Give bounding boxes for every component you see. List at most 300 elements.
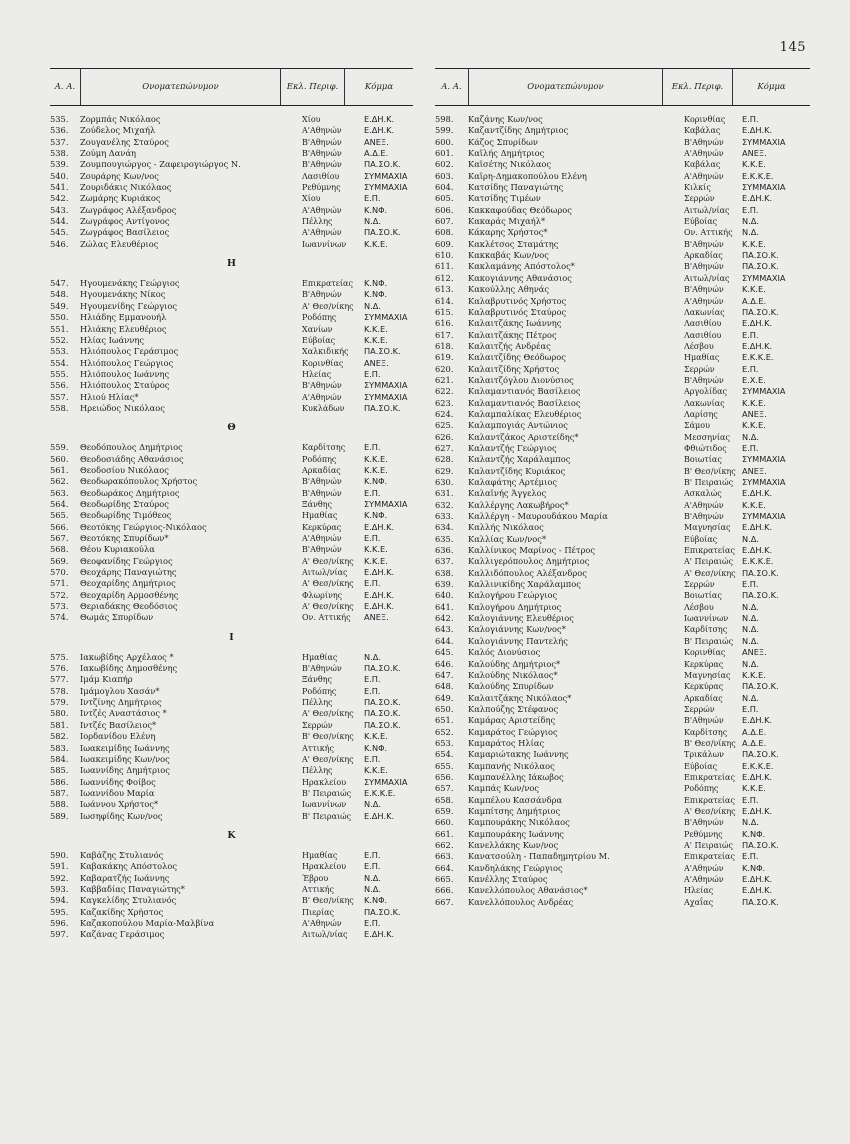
list-item: [435, 477, 810, 488]
electoral-district: Έβρου: [302, 873, 329, 883]
candidate-name: Ηλιόπουλος Ιωάννης: [80, 368, 170, 379]
party-name: Ε.ΔΗ.Κ.: [742, 805, 773, 816]
electoral-district: Λακωνίας: [684, 307, 725, 317]
candidate-name: Ιωαννίδης Δημήτριος: [80, 765, 170, 776]
list-item: [435, 534, 810, 545]
electoral-district: Β'Αθηνών: [302, 137, 342, 147]
list-item: [50, 125, 413, 136]
entry-number: 606.: [435, 204, 454, 215]
party-name: Α.Δ.Ε.: [742, 726, 767, 737]
entry-number: 660.: [435, 817, 454, 828]
list-item: [435, 738, 810, 749]
candidate-name: Κακούλλης Αθηνάς: [468, 284, 550, 295]
header-name: Ονοματεπώνυμον: [80, 69, 280, 105]
entry-number: 643.: [435, 624, 454, 635]
party-name: ΠΑ.ΣΟ.Κ.: [364, 697, 401, 708]
candidate-name: Θεοχάρης Παναγιώτης: [80, 567, 177, 578]
entry-number: 578.: [50, 685, 69, 696]
candidate-name: Ηρειώδος Νικόλαος: [80, 402, 165, 413]
entry-number: 657.: [435, 783, 454, 794]
candidate-name: Ιμάμογλου Χασάν*: [80, 685, 160, 696]
list-item: [435, 261, 810, 272]
list-item: [50, 193, 413, 204]
entry-number: 653.: [435, 737, 454, 748]
list-item: [50, 663, 413, 674]
candidate-name: Καβαρατζής Ιωάννης: [80, 872, 170, 883]
entry-number: 588.: [50, 799, 69, 810]
list-item: [50, 907, 413, 918]
candidate-name: Ζώλας Ελευθέριος: [80, 238, 159, 249]
header-district: Εκλ. Περιφ.: [662, 69, 732, 105]
party-name: Ν.Δ.: [364, 883, 381, 894]
party-name: Κ.ΝΦ.: [742, 862, 766, 873]
list-item: [435, 386, 810, 397]
entry-number: 564.: [50, 498, 69, 509]
list-item: [50, 358, 413, 369]
electoral-district: Μαγνησίας: [684, 523, 731, 533]
list-item: [50, 324, 413, 335]
electoral-district: Ρεθύμνης: [684, 829, 723, 839]
candidate-name: Ηλιού Ηλίας*: [80, 391, 139, 402]
entry-number: 656.: [435, 771, 454, 782]
entry-number: 604.: [435, 182, 454, 193]
entry-number: 645.: [435, 647, 454, 658]
entry-number: 589.: [50, 810, 69, 821]
header-district: Εκλ. Περιφ.: [280, 69, 344, 105]
list-item: [435, 182, 810, 193]
list-item: [50, 476, 413, 487]
list-item: [50, 454, 413, 465]
party-name: ΣΥΜΜΑΧΙΑ: [742, 136, 786, 147]
list-item: [435, 783, 810, 794]
candidate-name: Ζωγράφος Αντίγονος: [80, 216, 170, 227]
electoral-district: Α'Αθηνών: [684, 863, 724, 873]
party-name: Ε.Π.: [364, 533, 381, 543]
entry-number: 603.: [435, 170, 454, 181]
entry-number: 554.: [50, 357, 69, 368]
electoral-district: Φθιώτιδος: [684, 443, 727, 453]
electoral-district: Β'Αθηνών: [302, 160, 342, 170]
party-name: ΑΝΕΞ.: [742, 465, 767, 476]
candidate-name: Θεοδωρακόπουλος Χρήστος: [80, 476, 198, 487]
candidate-name: Καλαντζής Γεώργιος: [468, 442, 557, 453]
entry-number: 608.: [435, 227, 454, 238]
list-item: [435, 239, 810, 250]
list-item: [50, 708, 413, 719]
list-item: [435, 454, 810, 465]
candidate-name: Ιντζίνης Δημήτριος: [80, 697, 162, 708]
list-item: [435, 545, 810, 556]
electoral-district: Καβάλας: [684, 126, 721, 136]
electoral-district: Α' Θεσ/νίκης: [684, 568, 736, 578]
candidate-name: Ηλιάδης Εμμανουήλ: [80, 312, 167, 323]
electoral-district: Ημαθίας: [302, 850, 338, 860]
party-name: Κ.Κ.Ε.: [364, 323, 388, 334]
list-item: [435, 137, 810, 148]
list-item: [50, 335, 413, 346]
candidate-name: Θωμάς Σπυρίδων: [80, 612, 154, 623]
entry-number: 540.: [50, 170, 69, 181]
list-item: [50, 278, 413, 289]
list-item: [50, 612, 413, 623]
party-name: ΠΑ.ΣΟ.Κ.: [364, 906, 401, 917]
electoral-district: Β'Αθηνών: [302, 545, 342, 555]
candidate-name: Κακλαμάνης Απόστολος*: [468, 261, 575, 272]
entry-number: 549.: [50, 300, 69, 311]
candidate-name: Καλογιάννης Κων/νος*: [468, 624, 566, 635]
candidate-name: Καλπούζης Στέφανος: [468, 703, 559, 714]
list-item: [435, 624, 810, 635]
section-letter: Ι: [229, 631, 234, 643]
candidate-name: Ιωαννίδου Μαρία: [80, 787, 155, 798]
entry-number: 652.: [435, 726, 454, 737]
candidate-name: Ηλιόπουλος Γεώργιος: [80, 357, 174, 368]
electoral-district: Καρδίτσης: [684, 727, 728, 737]
list-item: [50, 301, 413, 312]
entry-number: 622.: [435, 386, 454, 397]
entry-number: 541.: [50, 182, 69, 193]
party-name: Ν.Δ.: [742, 658, 759, 669]
candidate-name: Καλογήρου Γεώργιος: [468, 590, 558, 601]
electoral-district: Επικρατείας: [684, 546, 735, 556]
list-item: [50, 788, 413, 799]
candidate-name: Ιωαννίδης Φοίβος: [80, 776, 156, 787]
electoral-district: Πιερίας: [302, 907, 334, 917]
candidate-name: Θεοτόκης Γεώργιος-Νικόλαος: [80, 521, 207, 532]
entry-number: 641.: [435, 601, 454, 612]
party-name: Κ.Κ.Ε.: [742, 397, 766, 408]
list-item: [50, 369, 413, 380]
entry-number: 584.: [50, 753, 69, 764]
electoral-district: Α'Αθηνών: [684, 500, 724, 510]
electoral-district: Β'Αθηνών: [684, 375, 724, 385]
entry-number: 594.: [50, 895, 69, 906]
party-name: Ν.Δ.: [364, 799, 381, 810]
electoral-district: Επικρατείας: [684, 795, 735, 805]
list-item: [435, 636, 810, 647]
page-number: 145: [779, 40, 806, 55]
entry-number: 619.: [435, 352, 454, 363]
electoral-district: Αιτωλ/νίας: [302, 930, 348, 940]
candidate-name: Ηλιόπουλος Σταύρος: [80, 380, 170, 391]
entry-number: 580.: [50, 708, 69, 719]
candidate-name: Ιμάμ Κιαπήρ: [80, 674, 133, 685]
party-name: Ε.Κ.Κ.Ε.: [742, 760, 774, 771]
list-item: [50, 811, 413, 822]
electoral-district: Α' Πειραιώς: [684, 557, 734, 567]
party-name: Α.Δ.Ε.: [742, 737, 767, 748]
electoral-district: Α' Θεσ/νίκης: [302, 556, 354, 566]
candidate-name: Ιωακειμίδης Ιωάννης: [80, 742, 170, 753]
candidate-name: Καλλιγερόπουλος Δημήτριος: [468, 556, 590, 567]
list-item: [435, 284, 810, 295]
candidate-name: Θεοδωρίδης Σταύρος: [80, 498, 169, 509]
list-item: [435, 205, 810, 216]
candidate-name: Ηγουμενίδης Γεώργιος: [80, 300, 178, 311]
candidate-name: Καλούδης Νικόλαος*: [468, 669, 558, 680]
list-item: [435, 659, 810, 670]
entry-number: 591.: [50, 861, 69, 872]
electoral-district: Αρκαδίας: [684, 693, 723, 703]
entry-number: 664.: [435, 862, 454, 873]
list-item: [435, 647, 810, 658]
left-column: [50, 68, 413, 941]
party-name: Ε.Π.: [742, 794, 759, 805]
entry-number: 574.: [50, 612, 69, 623]
list-item: [50, 205, 413, 216]
electoral-district: Κορινθίας: [684, 648, 726, 658]
party-name: Ε.ΔΗ.Κ.: [742, 193, 773, 204]
entry-number: 568.: [50, 544, 69, 555]
party-name: Ε.Π.: [364, 442, 381, 453]
electoral-district: Αττικής: [302, 743, 335, 753]
electoral-district: Κορινθίας: [302, 358, 344, 368]
candidate-name: Καλογιάννης Ελευθέριος: [468, 613, 574, 624]
list-item: [435, 409, 810, 420]
entry-number: 632.: [435, 499, 454, 510]
party-name: ΣΥΜΜΑΧΙΑ: [364, 380, 408, 391]
electoral-district: Βοιωτίας: [684, 455, 722, 465]
candidate-name: Ζορμπάς Νικόλαος: [80, 114, 161, 124]
party-name: ΠΑ.ΣΟ.Κ.: [742, 681, 779, 692]
candidate-name: Καμαριώτακης Ιωάννης: [468, 749, 569, 760]
candidate-name: Καλλέργη - Μαυρουδάκου Μαρία: [468, 511, 608, 522]
list-item: [435, 375, 810, 386]
party-name: ΠΑ.ΣΟ.Κ.: [742, 749, 779, 760]
list-item: [50, 861, 413, 872]
party-name: ΑΝΕΞ.: [742, 148, 767, 159]
candidate-name: Ηγουμενάκης Νίκος: [80, 289, 166, 300]
party-name: Ε.Π.: [742, 703, 759, 714]
party-name: Κ.Κ.Ε.: [742, 783, 766, 794]
entry-number: 560.: [50, 453, 69, 464]
electoral-district: Β' Θεσ/νίκης: [302, 732, 354, 742]
candidate-name: Κανατσούλη - Παπαδημητρίου Μ.: [468, 851, 610, 862]
list-item: [435, 670, 810, 681]
candidate-name: Καλαιτζής Ανδρέας: [468, 340, 551, 351]
entry-number: 615.: [435, 306, 454, 317]
entry-number: 654.: [435, 749, 454, 760]
entry-number: 611.: [435, 261, 454, 272]
electoral-district: Φλωρίνης: [302, 590, 343, 600]
party-name: Ε.Κ.Κ.Ε.: [742, 556, 774, 567]
list-item: [435, 829, 810, 840]
list-item: [50, 227, 413, 238]
candidate-name: Καλαϊνής Άγγελος: [468, 488, 547, 499]
candidate-name: Καλλινικίδης Χαράλαμπος: [468, 579, 581, 590]
list-item: [435, 216, 810, 227]
candidate-name: Ζωγράφος Αλέξανδρος: [80, 204, 177, 215]
entry-number: 569.: [50, 555, 69, 566]
candidate-name: Ζωμάρης Κυριάκος: [80, 193, 161, 204]
entry-number: 646.: [435, 658, 454, 669]
entry-number: 631.: [435, 488, 454, 499]
list-item: [435, 840, 810, 851]
list-item: [435, 159, 810, 170]
list-item: [50, 777, 413, 788]
candidate-name: Καμαράτος Ηλίας: [468, 737, 545, 748]
entry-number: 636.: [435, 545, 454, 556]
candidate-name: Ζούδελος Μιχαήλ: [80, 125, 156, 136]
list-item: [435, 171, 810, 182]
party-name: ΠΑ.ΣΟ.Κ.: [364, 159, 401, 170]
entry-number: 544.: [50, 216, 69, 227]
candidate-name: Καμπουράκης Νικόλαος: [468, 817, 570, 828]
party-name: Κ.ΝΦ.: [364, 278, 388, 289]
party-name: Ε.Π.: [742, 851, 759, 862]
list-item: [435, 420, 810, 431]
entry-number: 576.: [50, 663, 69, 674]
list-item: [435, 398, 810, 409]
electoral-district: Λαρίσης: [684, 409, 718, 419]
entry-number: 557.: [50, 391, 69, 402]
electoral-district: Β' Πειραιώς: [302, 788, 352, 798]
party-name: ΣΥΜΜΑΧΙΑ: [742, 477, 786, 487]
candidate-name: Καμπανής Νικόλαος: [468, 760, 555, 771]
party-name: Κ.ΝΦ.: [364, 742, 388, 753]
candidate-name: Καμάρας Αριστείδης: [468, 715, 556, 726]
list-item: [435, 817, 810, 828]
candidate-name: Θεοχαρίδης Δημήτριος: [80, 578, 176, 589]
party-name: ΣΥΜΜΑΧΙΑ: [364, 498, 408, 509]
entry-number: 553.: [50, 346, 69, 357]
electoral-district: Α'Αθηνών: [302, 534, 342, 543]
entry-number: 547.: [50, 278, 69, 289]
list-item: [50, 544, 413, 555]
entry-number: 624.: [435, 408, 454, 419]
candidate-name: Καλλίας Κων/νος*: [468, 533, 547, 544]
section-letter: Θ: [227, 422, 236, 434]
party-name: ΣΥΜΜΑΧΙΑ: [742, 386, 786, 397]
party-name: Ε.Π.: [742, 114, 759, 124]
electoral-district: Β' Θεσ/νίκης: [302, 896, 354, 906]
list-item: [50, 148, 413, 159]
candidate-name: Ιωάννου Χρήστος*: [80, 799, 159, 810]
party-name: Κ.Κ.Ε.: [364, 238, 388, 249]
list-item: [50, 392, 413, 403]
entry-number: 647.: [435, 669, 454, 680]
list-item: [435, 522, 810, 533]
party-name: ΠΑ.ΣΟ.Κ.: [364, 402, 401, 413]
list-item: [435, 330, 810, 341]
candidate-name: Κάζος Σπυρίδων: [468, 136, 538, 147]
electoral-district: Χίου: [302, 194, 321, 204]
electoral-district: Α' Θεσ/νίκης: [302, 579, 354, 589]
electoral-district: Επικρατείας: [684, 772, 735, 782]
electoral-district: Επικρατείας: [684, 852, 735, 862]
table-header-left: [50, 68, 413, 106]
electoral-district: Λέσβου: [684, 341, 714, 351]
list-item: [50, 171, 413, 182]
electoral-district: Β'Αθηνών: [684, 818, 724, 828]
entry-number: 637.: [435, 556, 454, 567]
party-name: Ε.ΔΗ.Κ.: [364, 929, 395, 940]
candidate-name: Κατσίδης Παναγιώτης: [468, 182, 564, 193]
candidate-name: Καλαμαντιανός Βασίλειος: [468, 397, 581, 408]
party-name: ΣΥΜΜΑΧΙΑ: [742, 182, 786, 193]
list-item: [435, 125, 810, 136]
electoral-district: Β'Αθηνών: [684, 137, 724, 147]
entry-number: 598.: [435, 114, 454, 124]
entry-number: 575.: [50, 651, 69, 662]
entry-number: 618.: [435, 340, 454, 351]
list-item: [435, 273, 810, 284]
entry-number: 602.: [435, 159, 454, 170]
list-item: [50, 289, 413, 300]
party-name: ΣΥΜΜΑΧΙΑ: [742, 511, 786, 522]
electoral-district: Καρδίτσης: [684, 625, 728, 635]
left-list: [50, 114, 413, 941]
party-name: Ε.ΔΗ.Κ.: [742, 545, 773, 556]
list-item: [50, 510, 413, 521]
candidate-name: Κανελλόπουλος Αθανάσιος*: [468, 885, 588, 896]
party-name: Ν.Δ.: [742, 216, 759, 227]
electoral-district: Α'Αθηνών: [302, 205, 342, 215]
list-item: [435, 715, 810, 726]
entry-number: 596.: [50, 917, 69, 928]
entry-number: 586.: [50, 776, 69, 787]
party-name: Κ.Κ.Ε.: [364, 334, 388, 345]
electoral-district: Ημαθίας: [302, 511, 338, 521]
party-name: Ν.Δ.: [742, 635, 759, 646]
electoral-district: Πέλλης: [302, 217, 333, 227]
candidate-name: Καμπανέλλης Ιάκωβος: [468, 771, 564, 782]
electoral-district: Κορινθίας: [684, 115, 726, 124]
electoral-district: Σερρών: [684, 580, 715, 590]
party-name: ΠΑ.ΣΟ.Κ.: [364, 227, 401, 238]
entry-number: 537.: [50, 136, 69, 147]
electoral-district: Ημαθίας: [302, 652, 338, 662]
party-name: Κ.Κ.Ε.: [364, 731, 388, 742]
section-letter: Κ: [227, 829, 236, 841]
entry-number: 581.: [50, 719, 69, 730]
entry-number: 605.: [435, 193, 454, 204]
entry-number: 614.: [435, 295, 454, 306]
party-name: Ε.Π.: [364, 849, 381, 860]
entry-number: 635.: [435, 533, 454, 544]
candidate-name: Ζουριδάκις Νικόλαος: [80, 182, 172, 193]
party-name: ΣΥΜΜΑΧΙΑ: [364, 312, 408, 323]
electoral-district: Β' Θεσ/νίκης: [684, 466, 736, 476]
candidate-name: Καλαιτζάκης Ιωάννης: [468, 318, 562, 329]
electoral-district: Αιτωλ/νίας: [684, 205, 730, 215]
party-name: ΑΝΕΞ.: [364, 612, 389, 623]
candidate-name: Καλαντζάκος Αριστείδης*: [468, 431, 579, 442]
list-item: [50, 465, 413, 476]
electoral-district: Β'Αθηνών: [302, 149, 342, 159]
electoral-district: Β'Αθηνών: [684, 239, 724, 249]
entry-number: 565.: [50, 510, 69, 521]
candidate-name: Καλαβρυτινός Χρήστος: [468, 295, 567, 306]
right-list: [435, 114, 810, 908]
party-name: Ε.ΔΗ.Κ.: [742, 522, 773, 533]
list-item: [50, 765, 413, 776]
list-item: [435, 874, 810, 885]
candidate-name: Κακκαφούδας Θεόδωρος: [468, 204, 572, 215]
entry-number: 585.: [50, 765, 69, 776]
list-item: [50, 674, 413, 685]
electoral-district: Αρκαδίας: [684, 251, 723, 261]
candidate-name: Ζουμπουγιώργος - Ζαφειρογιώργος Ν.: [80, 159, 241, 170]
candidate-name: Κατσίδης Τιμέων: [468, 193, 541, 204]
right-column: [435, 68, 810, 908]
electoral-district: Ξάνθης: [302, 499, 332, 509]
party-name: Ε.ΔΗ.Κ.: [742, 715, 773, 726]
candidate-name: Καλαβρυτινός Σταύρος: [468, 306, 567, 317]
electoral-district: Α' Θεσ/νίκης: [302, 602, 354, 612]
candidate-name: Ηλίας Ιωάννης: [80, 334, 144, 345]
entry-number: 650.: [435, 703, 454, 714]
